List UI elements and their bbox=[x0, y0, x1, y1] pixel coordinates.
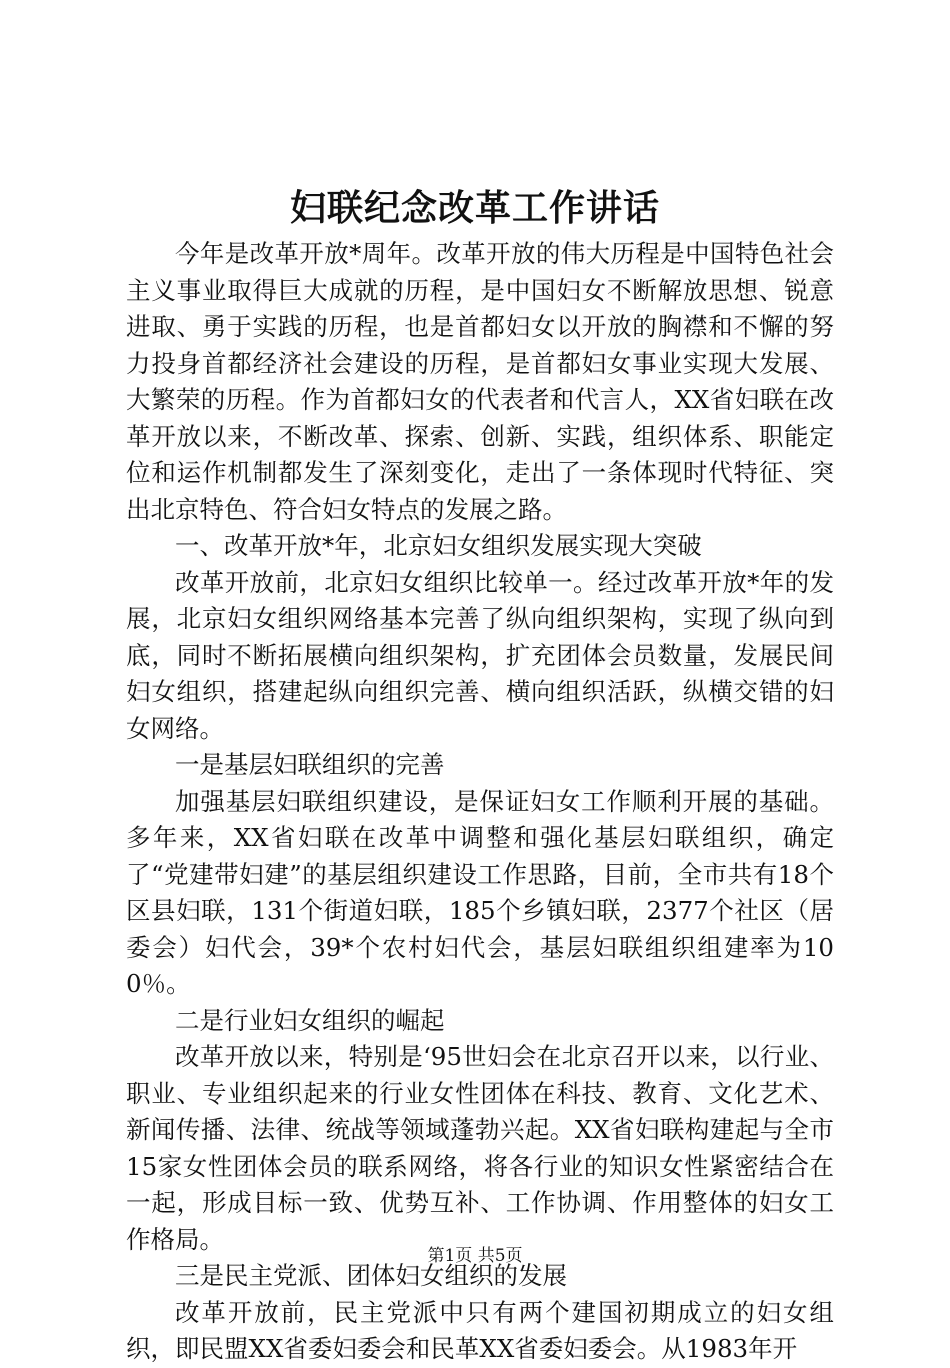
page-footer: 第1页 共5页 bbox=[427, 1246, 523, 1266]
paragraph-grassroots: 加强基层妇联组织建设，是保证妇女工作顺利开展的基础。多年来，XX省妇联在改革中调整和强化基层妇联组织，确定了“党建带妇建”的基层组织建设工作思路，目前，全市共有18个区县妇联，131个街道妇联，185个乡镇妇联，2377个社区（居委会）妇代会，39*个农村妇代会，基层妇联组织组建率为100％。 bbox=[126, 786, 834, 998]
paragraph-intro: 今年是改革开放*周年。改革开放的伟大历程是中国特色社会主义事业取得巨大成就的历程，是中国妇女不断解放思想、锐意进取、勇于实践的历程，也是首都妇女以开放的胸襟和不懈的努力投身首都经济社会建设的历程，是首都妇女事业实现大发展、大繁荣的历程。作为首都妇女的代表者和代言人，XX省妇联在改革开放以来，不断改革、探索、创新、实践，组织体系、职能定位和运作机制都发生了深刻变化，走出了一条体现时代特征、突出北京特色、符合妇女特点的发展之路。 bbox=[126, 239, 834, 524]
subheading-parties: 三是民主党派、团体妇女组织的发展 bbox=[175, 1261, 567, 1290]
subheading-grassroots: 一是基层妇联组织的完善 bbox=[175, 750, 445, 779]
subheading-industry: 二是行业妇女组织的崛起 bbox=[175, 1005, 445, 1035]
paragraph-industry: 改革开放以来，特别是‘95世妇会在北京召开以来，以行业、职业、专业组织起来的行业女性团体在科技、教育、文化艺术、新闻传播、法律、统战等领域蓬勃兴起。XX省妇联构建起与全市15家女性团体会员的联系网络，将各行业的知识女性紧密结合在一起，形成目标一致、优势互补、工作协调、作用整体的妇女工作格局。 bbox=[126, 1042, 834, 1254]
section-heading-1: 一、改革开放*年，北京妇女组织发展实现大突破 bbox=[175, 531, 702, 560]
paragraph-parties: 改革开放前，民主党派中只有两个建国初期成立的妇女组织，即民盟XX省委妇委会和民革XX省委妇委会。从1983年开 bbox=[126, 1297, 834, 1363]
document-body bbox=[126, 236, 834, 1368]
document-title: 妇联纪念改革工作讲话 bbox=[289, 187, 660, 229]
paragraph-section-1: 改革开放前，北京妇女组织比较单一。经过改革开放*年的发展，北京妇女组织网络基本完善了纵向组织架构，实现了纵向到底，同时不断拓展横向组织架构，扩充团体会员数量，发展民间妇女组织，搭建起纵向组织完善、横向组织活跃，纵横交错的妇女网络。 bbox=[126, 567, 834, 743]
